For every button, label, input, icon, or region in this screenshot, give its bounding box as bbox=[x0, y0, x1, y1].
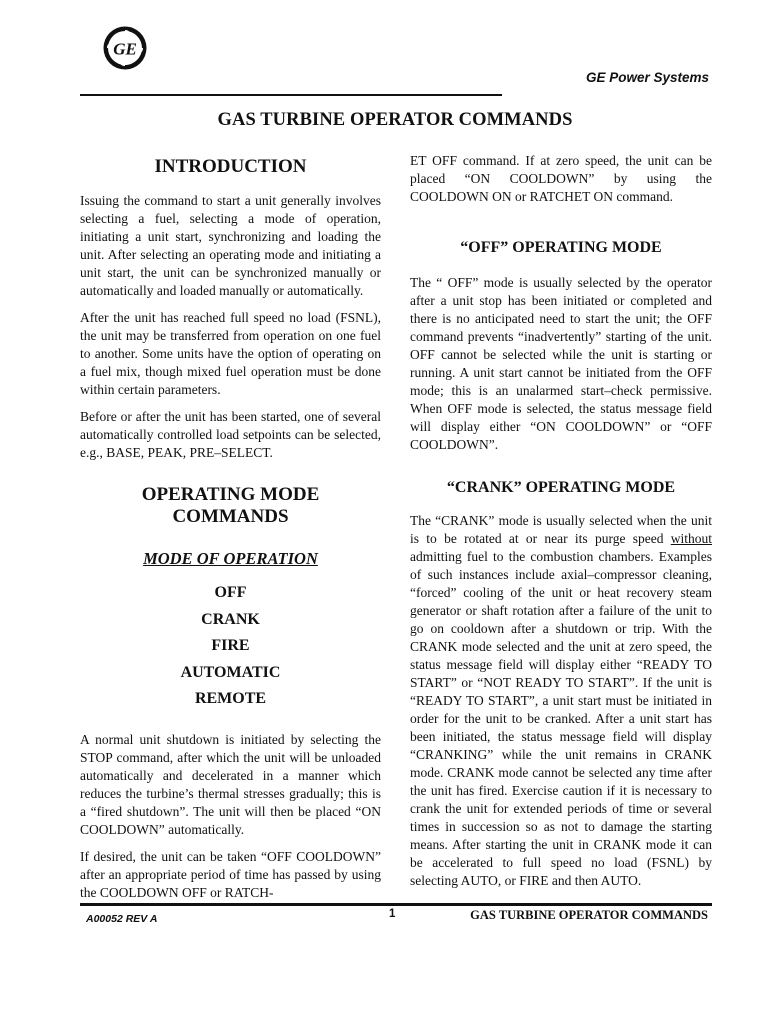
mode-of-operation-label: MODE OF OPERATION bbox=[143, 549, 318, 568]
operating-mode-heading-line-2: COMMANDS bbox=[172, 506, 289, 527]
ge-logo-text: GE bbox=[113, 39, 137, 59]
crank-text-underlined: without bbox=[670, 531, 712, 546]
mode-list bbox=[80, 580, 381, 713]
shutdown-paragraph: A normal unit shutdown is initiated by selecting the STOP command, after which the unit will be unloaded automatically and decelerated in a manner which reduces the turbine’s thermal stresses gradually; this is a “fired shutdown”. The unit will then be placed “ON COOLDOWN” automatically. bbox=[80, 731, 381, 837]
intro-paragraph-3: Before or after the unit has been started, one of several automatically controlled load setpoints can be selected, e.g., BASE, PEAK, PRE–SELECT. bbox=[80, 409, 381, 460]
crank-mode-paragraph bbox=[410, 512, 712, 890]
page-number: 1 bbox=[389, 908, 396, 920]
company-name: GE Power Systems bbox=[585, 70, 709, 85]
left-column bbox=[80, 152, 381, 911]
introduction-heading: INTRODUCTION bbox=[154, 156, 307, 177]
continuation-paragraph: ET OFF command. If at zero speed, the unit can be placed “ON COOLDOWN” by using the COOLDOWN ON or RATCHET ON command. bbox=[410, 153, 712, 204]
off-mode-heading: “OFF” OPERATING MODE bbox=[460, 239, 662, 256]
mode-item-remote: REMOTE bbox=[194, 690, 267, 707]
crank-text-part-2: admitting fuel to the combustion chambers. Examples of such instances include axial–compressor cleaning, “forced” cooling of the unit or heat recovery steam generator or shaft rotation after a failure of the unit to go on cooldown after a shutdown or trip. With the CRANK mode selected and the unit at zero speed, the status message field will display either “READY TO START” or “NOT READY TO START”. If the unit is “READY TO START”, a unit start must be initiated in order for the unit to be cranked. After a unit start has been initiated, the status message field will display “CRANKING” while the unit remains in CRANK mode. CRANK mode cannot be selected any time after the unit has fired. Exercise caution if it is necessary to crank the unit for extended periods of time or several times in succession so as not to damage the starting means. After starting the unit in CRANK mode it can be accelerated to full speed no load (FSNL) by selecting AUTO, or FIRE and then AUTO. bbox=[410, 549, 712, 888]
footer-title: GAS TURBINE OPERATOR COMMANDS bbox=[470, 908, 708, 922]
mode-item-fire: FIRE bbox=[211, 637, 250, 654]
footer-rule bbox=[80, 903, 712, 906]
document-title: GAS TURBINE OPERATOR COMMANDS bbox=[217, 110, 573, 130]
operating-mode-heading-line-1: OPERATING MODE bbox=[141, 484, 320, 505]
crank-mode-heading: “CRANK” OPERATING MODE bbox=[446, 479, 676, 496]
cooldown-paragraph: If desired, the unit can be taken “OFF COOLDOWN” after an appropriate period of time has passed by using the COOLDOWN OFF or RATCH- bbox=[80, 848, 381, 900]
mode-item-off: OFF bbox=[214, 584, 247, 601]
operating-mode-commands-heading bbox=[80, 484, 381, 528]
crank-text-part-1: The “CRANK” mode is usually selected when the unit is to be rotated at or near its purge speed bbox=[410, 513, 712, 546]
intro-paragraph-2: After the unit has reached full speed no load (FSNL), the unit may be transferred from operation on one fuel to another. Some units have the option of operating on a fuel mix, though mixed fuel operation must be done within certain parameters. bbox=[80, 310, 381, 397]
header-rule bbox=[80, 94, 502, 96]
mode-item-automatic: AUTOMATIC bbox=[180, 663, 281, 681]
mode-item-crank: CRANK bbox=[201, 610, 260, 628]
intro-paragraph-1: Issuing the command to start a unit generally involves selecting a fuel, selecting a mode of operation, initiating a unit start, synchronizing and loading the unit. After selecting an operating mode and initiating a unit start, the unit can be synchronized manually or automatically and loaded manually or automatically. bbox=[80, 193, 381, 298]
ge-logo bbox=[103, 26, 147, 70]
mode-of-operation-heading bbox=[80, 548, 381, 570]
document-number: A00052 REV A bbox=[86, 913, 158, 925]
off-mode-paragraph: The “ OFF” mode is usually selected by the operator after a unit stop has been initiated or completed and there is no anticipated need to start the unit; the OFF command prevents “inadvertently” starting of the unit. OFF cannot be selected while the unit is starting or running. A unit start cannot be initiated from the OFF mode; this is an unalarmed start–check permissive. When OFF mode is selected, the status message field will display either “ON COOLDOWN” or “OFF COOLDOWN”. bbox=[410, 275, 712, 452]
right-column bbox=[410, 152, 712, 899]
